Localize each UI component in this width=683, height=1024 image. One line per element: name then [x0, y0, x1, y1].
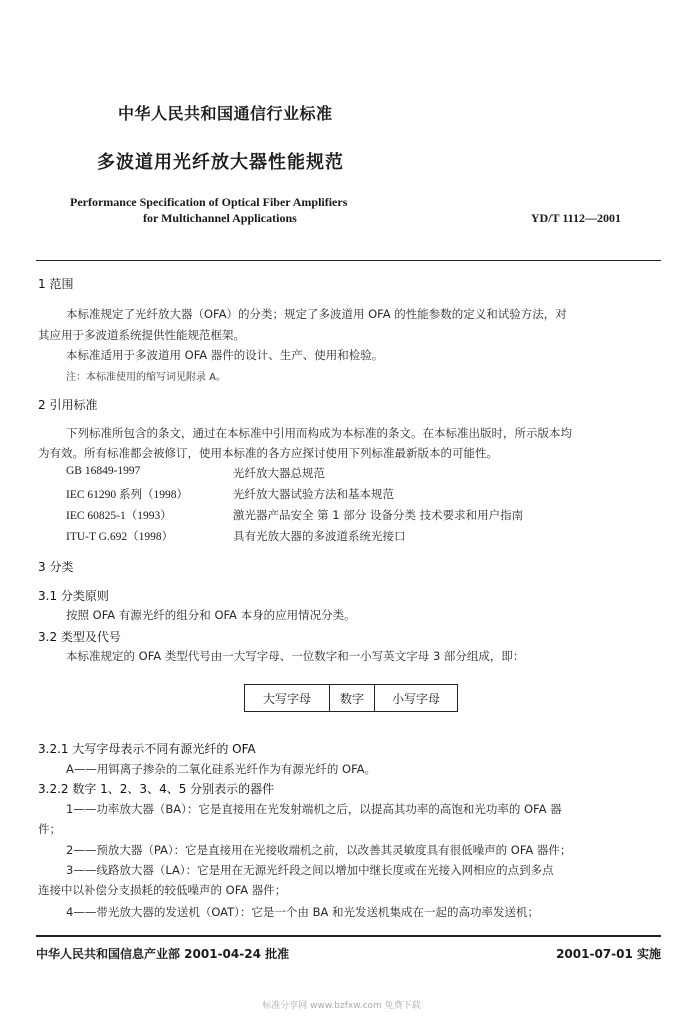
device-item-1-line2: 件；: [38, 822, 61, 836]
section3-heading: 3 分类: [38, 560, 74, 574]
ref-code: GB 16849-1997: [66, 465, 141, 477]
device-item-3-line2: 连接中以补偿分支损耗的较低噪声的 OFA 器件；: [38, 883, 287, 897]
code-box-uppercase-cell: 大写字母: [245, 685, 330, 711]
device-item-2: 2——预放大器（PA）：它是直接用在光接收端机之前，以改善其灵敏度具有很低噪声的 OFA 器件；: [66, 843, 572, 857]
document-title: 多波道用光纤放大器性能规范: [97, 152, 344, 173]
device-item-4: 4——带光放大器的发送机（OAT）：它是一个由 BA 和光发送机集成在一起的高功率发送机；: [66, 905, 539, 919]
standard-category: 中华人民共和国通信行业标准: [118, 104, 333, 123]
ref-title: 光纤放大器试验方法和基本规范: [233, 487, 394, 501]
english-title-line1: Performance Specification of Optical Fiber Amplifiers: [70, 195, 348, 209]
section3-2-2-heading: 3.2.2 数字 1、2、3、4、5 分别表示的器件: [38, 782, 275, 796]
section2-para-line2: 为有效。所有标准都会被修订，使用本标准的各方应探讨使用下列标准最新版本的可能性。: [38, 446, 498, 460]
section2-para-line1: 下列标准所包含的条文，通过在本标准中引用而构成为本标准的条文。在本标准出版时，所示版本均: [66, 426, 572, 440]
english-title-line2: for Multichannel Applications: [143, 211, 297, 225]
watermark-text: 标准分享网 www.bzfxw.com 免费下载: [262, 1001, 421, 1011]
standard-code: YD/T 1112—2001: [530, 211, 621, 225]
code-box-lowercase-cell: 小写字母: [391, 691, 440, 706]
section3-2-heading: 3.2 类型及代号: [38, 630, 121, 644]
footer-divider: [36, 935, 661, 937]
ref-title: 具有光放大器的多波道系统光接口: [233, 529, 406, 543]
section3-1-text: 按照 OFA 有源光纤的组分和 OFA 本身的应用情况分类。: [66, 608, 356, 622]
header-divider: [36, 260, 661, 261]
ref-code: ITU-T G.692（1998）: [66, 531, 174, 543]
device-item-1-line1: 1——功率放大器（BA）：它是直接用在光发射端机之后，以提高其功率的高饱和光功率的 OFA 器: [66, 802, 562, 816]
type-code-structure-box: [244, 684, 458, 712]
section1-note: 注：本标准使用的缩写词见附录 A。: [66, 372, 227, 383]
section1-para1-line2: 其应用于多波道系统提供性能规范框架。: [38, 328, 245, 342]
implementation-date: 2001-07-01 实施: [556, 947, 661, 961]
section3-2-text: 本标准规定的 OFA 类型代号由一大写字母、一位数字和一小写英文字母 3 部分组成，即：: [66, 649, 525, 663]
ref-code: IEC 61290 系列（1998）: [66, 489, 189, 501]
ref-code: IEC 60825-1（1993）: [66, 510, 172, 522]
section3-1-heading: 3.1 分类原则: [38, 589, 109, 603]
ref-title: 光纤放大器总规范: [233, 466, 325, 480]
section3-2-1-text: A——用铒离子掺杂的二氧化硅系光纤作为有源光纤的 OFA。: [66, 762, 376, 776]
device-item-3-line1: 3——线路放大器（LA）：它是用在无源光纤段之间以增加中继长度或在光接入网相应的点到多点: [66, 863, 554, 877]
section2-heading: 2 引用标准: [38, 398, 98, 412]
approval-date: 中华人民共和国信息产业部 2001-04-24 批准: [36, 947, 290, 961]
code-box-digit-cell: 数字: [330, 685, 375, 711]
section1-heading: 1 范围: [38, 277, 74, 291]
ref-title: 激光器产品安全 第 1 部分 设备分类 技术要求和用户指南: [233, 508, 524, 522]
section1-para2: 本标准适用于多波道用 OFA 器件的设计、生产、使用和检验。: [66, 348, 384, 362]
section1-para1-line1: 本标准规定了光纤放大器（OFA）的分类；规定了多波道用 OFA 的性能参数的定义和试验方法，对: [66, 307, 567, 321]
section3-2-1-heading: 3.2.1 大写字母表示不同有源光纤的 OFA: [38, 742, 256, 756]
